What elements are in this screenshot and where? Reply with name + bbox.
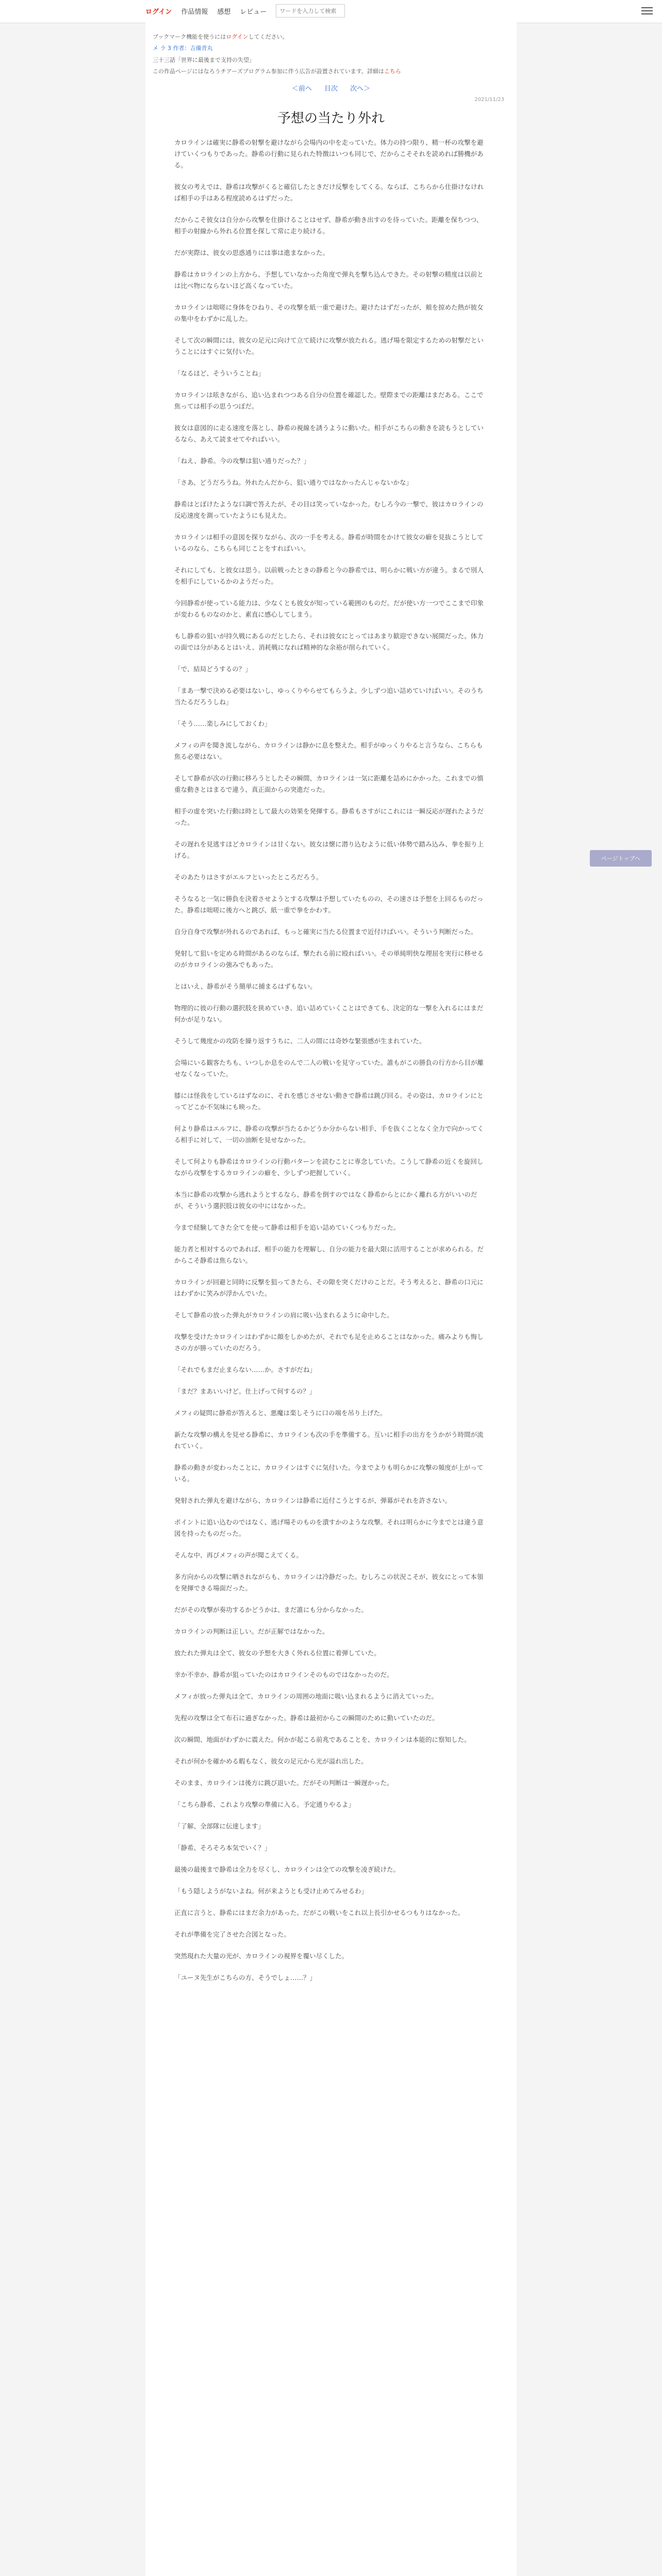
body-paragraph: 能力者と相対するのであれば、相手の能力を理解し、自分の能力を最大限に活用することが求められる。だからこそ静希は焦らない。 bbox=[174, 1245, 484, 1264]
next-chapter-link[interactable]: 次へ＞ bbox=[350, 84, 371, 93]
body-paragraph: 自分自身で攻撃が外れるのであれば、もっと確実に当たる位置まで近付けばいい。そういう判断だった。 bbox=[174, 927, 477, 936]
table-of-contents-link[interactable]: 目次 bbox=[324, 84, 338, 93]
body-paragraph: だが実際は、彼女の思惑通りには事は進まなかった。 bbox=[174, 248, 329, 257]
body-paragraph: 今回静希が使っている能力は、少なくとも彼女が知っている範囲のものだ。だが使い方一つでここまで印象が変わるものなのかと、素直に感心してしまう。 bbox=[174, 599, 484, 618]
body-paragraph: それにしても、と彼女は思う。以前戦ったときの静希と今の静希では、明らかに戦い方が違う。まるで別人を相手にしているかのようだった。 bbox=[174, 566, 484, 585]
body-paragraph: カロラインは呟きながら、追い込まれつつある自分の位置を確認した。壁際までの距離はまだある。ここで焦っては相手の思うつぼだ。 bbox=[174, 391, 484, 410]
body-paragraph: 「ユーヌ先生がこちらの方、そうでしょ……？」 bbox=[174, 1973, 317, 1981]
body-paragraph: 今まで経験してきた全てを使って静希は相手を追い詰めていくつもりだった。 bbox=[174, 1223, 400, 1231]
body-paragraph: 彼女は意図的に走る速度を落とし、静希の視線を誘うように動いた。相手がこちらの動きを読もうとしているなら、あえて読ませてやればいい。 bbox=[174, 423, 484, 443]
body-paragraph: メフィが放った弾丸は全て、カロラインの周囲の地面に吸い込まれるように消えていった。 bbox=[174, 1692, 438, 1700]
body-paragraph: そうなると一気に勝負を決着させようとする攻撃は予想していたものの、その速さは予想を上回るものだった。静希は咄嗟に後方へと跳び、紙一重で拳をかわす。 bbox=[174, 894, 484, 914]
body-paragraph: 新たな攻撃の構えを見せる静希に、カロラインも次の手を準備する。互いに相手の出方をうかがう時間が流れていく。 bbox=[174, 1430, 484, 1450]
body-paragraph: 発射して狙いを定める時間があるのならば、撃たれる前に殴ればいい。その単純明快な理屈を実行に移せるのがカロラインの強みでもあった。 bbox=[174, 949, 484, 969]
nav-item-impressions[interactable]: 感想 bbox=[217, 8, 231, 16]
body-paragraph: そして次の瞬間には、彼女の足元に向けて立て続けに攻撃が放たれる。逃げ場を限定するための射撃だということにはすぐに気付いた。 bbox=[174, 336, 484, 355]
body-paragraph: 正直に言うと、静希にはまだ余力があった。だがこの戦いをこれ以上長引かせるつもりはなかった。 bbox=[174, 1908, 465, 1917]
body-paragraph: 「なるほど、そういうことね」 bbox=[174, 369, 265, 377]
body-paragraph: カロラインは相手の意図を探りながら、次の一手を考える。静希が時間をかけて彼女の癖を見抜こうとしているのなら、こちらも同じことをすればいい。 bbox=[174, 533, 484, 552]
body-paragraph: カロラインは咄嗟に身体をひねり、その攻撃を紙一重で避けた。避けたはずだったが、頬を掠めた熱が彼女の集中をわずかに乱した。 bbox=[174, 303, 484, 323]
body-paragraph: 相手の虚を突いた行動は時として最大の効果を発揮する。静希もさすがにこれには一瞬反応が遅れたようだった。 bbox=[174, 807, 484, 826]
ad-notice bbox=[153, 67, 509, 75]
body-paragraph: 「まだ？まあいいけど。仕上げって何するの？」 bbox=[174, 1387, 316, 1395]
body-paragraph: 「もう隠しようがないよね。何が来ようとも受け止めてみせるわ」 bbox=[174, 1887, 368, 1895]
top-nav bbox=[145, 4, 345, 18]
body-paragraph: 次の瞬間、地面がわずかに震えた。何かが起こる前兆であることを、カロラインは本能的に察知した。 bbox=[174, 1735, 471, 1743]
body-paragraph: とはいえ、静希がそう簡単に捕まるはずもない。 bbox=[174, 982, 317, 990]
body-paragraph: 突然現れた大量の光が、カロラインの視界を覆い尽くした。 bbox=[174, 1952, 349, 1960]
search-input[interactable] bbox=[276, 4, 345, 18]
body-paragraph: そうして幾度かの攻防を繰り返すうちに、二人の間には奇妙な緊張感が生まれていた。 bbox=[174, 1037, 426, 1045]
body-paragraph: カロラインの判断は正しい。だが正解ではなかった。 bbox=[174, 1627, 329, 1635]
body-paragraph: メフィの疑問に静希が答えると、悪魔は楽しそうに口の端を吊り上げた。 bbox=[174, 1409, 387, 1417]
body-paragraph: その遅れを見逃すほどカロラインは甘くない。彼女は懐に潜り込むように低い体勢で踏み込み、拳を振り上げる。 bbox=[174, 840, 484, 859]
body-paragraph: 「そう……楽しみにしておくわ」 bbox=[174, 719, 271, 727]
body-paragraph: カロラインは確実に静希の射撃を避けながら会場内の中を走っていた。体力の持つ限り、精一杯の攻撃を避けていくつもりであった。静希の行動に見られた特徴はいつも同じで、だからこそそれを読めれば勝機がある。 bbox=[174, 138, 484, 169]
work-info bbox=[145, 23, 517, 76]
body-paragraph: 「それでもまだ止まらない……か。さすがだね」 bbox=[174, 1365, 317, 1374]
body-paragraph: そして静希の放った弾丸がカロラインの肩に吸い込まれるように命中した。 bbox=[174, 1311, 393, 1319]
body-paragraph: 静希はカロラインの上方から、予想していなかった角度で弾丸を撃ち込んできた。その射撃の精度は以前とは比べ物にならないほど高くなっていた。 bbox=[174, 270, 484, 290]
body-paragraph: そのまま、カロラインは後方に跳び退いた。だがその判断は一瞬遅かった。 bbox=[174, 1778, 393, 1787]
body-paragraph: だがその攻撃が奏功するかどうかは、まだ誰にも分からなかった。 bbox=[174, 1605, 368, 1614]
body-paragraph: そのあたりはさすがエルフといったところだろう。 bbox=[174, 873, 323, 881]
body-paragraph: 膝には怪我をしているはずなのに、それを感じさせない動きで静希は跳び回る。その姿は、カロラインにとってどこか不気味にも映った。 bbox=[174, 1091, 484, 1111]
body-paragraph: だからこそ彼女は自分から攻撃を仕掛けることはせず、静希が動き出すのを待っていた。距離を保ちつつ、相手の射線から外れる位置を探して常に走り続ける。 bbox=[174, 215, 483, 235]
ad-notice-link[interactable]: こちら bbox=[384, 68, 401, 75]
body-paragraph: 「で、結局どうするの？」 bbox=[174, 665, 252, 673]
bookmark-login-link[interactable]: ログイン bbox=[226, 33, 249, 40]
publish-date: 2021/11/23 bbox=[474, 96, 504, 103]
body-paragraph: 幸か不幸か、静希が狙っていたのはカロラインそのものではなかったのだ。 bbox=[174, 1670, 393, 1679]
body-paragraph: 物理的に彼の行動の選択肢を狭めていき、追い詰めていくことはできても、決定的な一撃を入れるにはまだ何かが足りない。 bbox=[174, 1004, 484, 1023]
body-paragraph: 最後の最後まで静希は全力を尽くし、カロラインは全ての攻撃を凌ぎ続けた。 bbox=[174, 1865, 400, 1873]
body-paragraph: 多方向からの攻撃に晒されながらも、カロラインは冷静だった。むしろこの状況こそが、彼女にとって本領を発揮できる場面だった。 bbox=[174, 1572, 484, 1592]
body-paragraph: そして何よりも静希はカロラインの行動パターンを読むことに専念していた。こうして静希の近くを旋回しながら攻撃をするカロラインの癖を、少しずつ把握していく。 bbox=[174, 1157, 484, 1177]
body-paragraph: そんな中、再びメフィの声が聞こえてくる。 bbox=[174, 1551, 303, 1559]
body-paragraph: 発射された弾丸を避けながら、カロラインは静希に近付こうとするが、弾幕がそれを許さない。 bbox=[174, 1496, 452, 1504]
author-line[interactable]: メ ラ 3 作者：吉備青丸 bbox=[153, 45, 213, 52]
body-paragraph: 「了解、全部隊に伝達します」 bbox=[174, 1822, 265, 1830]
body-paragraph: ポイントに追い込むのではなく、逃げ場そのものを潰すかのような攻撃。それは明らかに今までとは違う意図を持ったものだった。 bbox=[174, 1518, 484, 1537]
body-paragraph: 「さあ、どうだろうね。外れたんだから、狙い通りではなかったんじゃないかな」 bbox=[174, 478, 413, 486]
body-paragraph: 本当に静希の攻撃から逃れようとするなら、静希を倒すのではなく静希からとにかく離れる方がいいのだが、そういう選択肢は彼女の中にはなかった。 bbox=[174, 1190, 477, 1210]
login-link[interactable]: ログイン bbox=[145, 8, 172, 16]
novel-page bbox=[145, 23, 517, 2576]
body-paragraph: メフィの声を聞き流しながら、カロラインは静かに息を整えた。相手がゆっくりやると言うなら、こちらも焦る必要はない。 bbox=[174, 741, 483, 760]
nav-item-work-info[interactable]: 作品情報 bbox=[181, 8, 208, 16]
top-navigation-bar bbox=[0, 0, 662, 23]
body-paragraph: 攻撃を受けたカロラインはわずかに顔をしかめたが、それでも足を止めることはなかった。痛みよりも悔しさの方が勝っていたのだろう。 bbox=[174, 1332, 484, 1352]
body-paragraph: 「静希、そろそろ本気でいく？」 bbox=[174, 1843, 271, 1852]
body-paragraph: 会場にいる観客たちも、いつしか息をのんで二人の戦いを見守っていた。誰もがこの勝負の行方から目が離せなくなっていた。 bbox=[174, 1058, 484, 1078]
chapter-body bbox=[145, 137, 517, 1984]
body-paragraph: そして静希が次の行動に移ろうとしたその瞬間、カロラインは一気に距離を詰めにかかった。これまでの慎重な動きとはまるで違う、真正面からの突進だった。 bbox=[174, 774, 484, 793]
body-paragraph: もし静希の狙いが持久戦にあるのだとしたら、それは彼女にとってはあまり歓迎できない展開だった。体力の面では分があるとはいえ、消耗戦になれば精神的な余裕が削られていく。 bbox=[174, 632, 484, 651]
prev-chapter-link[interactable]: ＜前へ bbox=[291, 84, 312, 93]
body-paragraph: 「こちら静希、これより攻撃の準備に入る。予定通りやるよ」 bbox=[174, 1800, 355, 1808]
body-paragraph: カロラインが回避と同時に反撃を狙ってきたら、その隙を突くだけのことだ。そう考えると、静希の口元にはわずかに笑みが浮かんでいた。 bbox=[174, 1278, 484, 1297]
chapter-title: 予想の当たり外れ bbox=[277, 110, 385, 126]
body-paragraph: 何より静希はエルフに、静希の攻撃が当たるかどうか分からない相手、手を抜くことなく全力で向かってくる相手に対して、一切の油断を見せなかった。 bbox=[174, 1124, 484, 1144]
body-paragraph: 先程の攻撃は全て布石に過ぎなかった。静希は最初からこの瞬間のために動いていたのだ。 bbox=[174, 1714, 439, 1722]
body-paragraph: 彼女の考えでは、静希は攻撃がくると確信したときだけ反撃をしてくる。ならば、こちらから仕掛けなければ相手の手はある程度読めるはずだった。 bbox=[174, 182, 484, 202]
body-paragraph: 「ねえ、静希。今の攻撃は狙い通りだった？」 bbox=[174, 456, 310, 465]
series-title: 三十三話「世界に最後まで支持の失望」 bbox=[153, 56, 255, 63]
bookmark-notice-suffix: してください。 bbox=[248, 33, 288, 40]
ad-notice-text: この作品ページにはなろうチアーズプログラム参加に伴う広告が設置されています。詳細は bbox=[153, 68, 384, 75]
nav-item-reviews[interactable]: レビュー bbox=[240, 8, 267, 16]
bookmark-notice-text: ブックマーク機能を使うには bbox=[153, 33, 226, 40]
hamburger-menu-icon[interactable] bbox=[641, 5, 653, 14]
body-paragraph: 放たれた弾丸は全て、彼女の予想を大きく外れる位置に着弾していた。 bbox=[174, 1649, 380, 1657]
body-paragraph: それが何かを確かめる暇もなく、彼女の足元から光が溢れ出した。 bbox=[174, 1757, 368, 1765]
body-paragraph: 静希の動きが変わったことに、カロラインはすぐに気付いた。今までよりも明らかに攻撃の頻度が上がっている。 bbox=[174, 1463, 484, 1483]
bookmark-notice bbox=[153, 33, 509, 41]
page-top-button[interactable]: ページトップへ bbox=[590, 850, 652, 867]
chapter-pager bbox=[145, 83, 517, 93]
body-paragraph: 静希はとぼけたような口調で答えたが、その目は笑っていなかった。むしろ今の一撃で、彼はカロラインの反応速度を測っていたようにも見えた。 bbox=[174, 500, 484, 519]
body-paragraph: それが準備を完了させた合図となった。 bbox=[174, 1930, 291, 1938]
body-paragraph: 「まあ一撃で決める必要はないし、ゆっくりやらせてもらうよ。少しずつ追い詰めていけばいい。そのうち当たるだろうしね」 bbox=[174, 686, 484, 706]
